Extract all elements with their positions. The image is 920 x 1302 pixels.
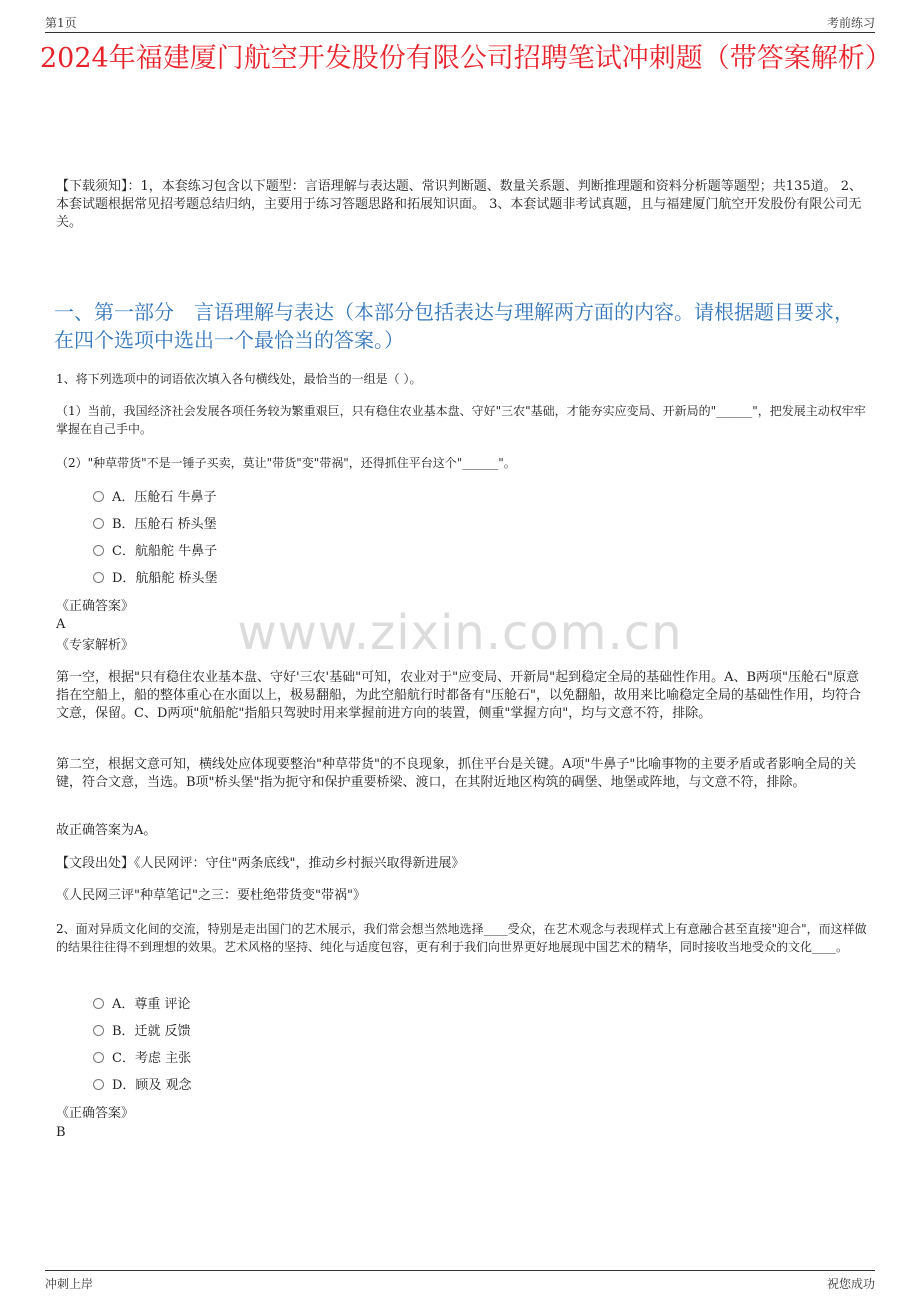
- section-heading: 一、第一部分 言语理解与表达（本部分包括表达与理解两方面的内容。请根据题目要求，在四个选项中选出一个最恰当的答案。）: [54, 300, 854, 352]
- watermark: www.zixin.com.cn: [237, 605, 683, 661]
- question-1-sentence-1: （1）当前，我国经济社会发展各项任务较为繁重艰巨，只有稳住农业基本盘、守好"三农"基础，才能夯实应变局、开新局的"______"，把发展主动权牢牢掌握在自己手中。: [56, 404, 866, 436]
- page-footer: [45, 1270, 875, 1295]
- page-header: [45, 10, 875, 33]
- question-2-option-c[interactable]: C．考虑 主张: [93, 1050, 191, 1068]
- header-category: 考前练习: [826, 16, 875, 30]
- question-2-stem: 2、面对异质文化间的交流，特别是走出国门的艺术展示，我们常会想当然地选择____受众，在艺术观念与表现样式上有意融合甚至直接"迎合"，而这样做的结果往往得不到理想的效果。艺术风格的坚持、纯化与适度包容，更有利于我们向世界更好地展现中国艺术的精华，同时接收当地受众的文化____。: [56, 922, 867, 954]
- radio-icon[interactable]: [93, 491, 104, 502]
- question-1-option-a[interactable]: A．压舱石 牛鼻子: [93, 489, 217, 507]
- question-1-analysis-label: 《专家解析》: [56, 638, 135, 653]
- document-title: 2024年福建厦门航空开发股份有限公司招聘笔试冲刺题（带答案解析）: [40, 43, 892, 74]
- radio-icon[interactable]: [93, 1052, 104, 1063]
- radio-icon[interactable]: [93, 545, 104, 556]
- radio-icon[interactable]: [93, 1025, 104, 1036]
- source-paragraph-1: 【文段出处】《人民网评：守住"两条底线"，推动乡村振兴取得新进展》: [56, 856, 465, 871]
- question-1-answer-label: 《正确答案》: [56, 599, 135, 614]
- question-2-option-d[interactable]: D．顾及 观念: [93, 1077, 192, 1095]
- question-2-option-b[interactable]: B．迁就 反馈: [93, 1023, 191, 1041]
- source-paragraph-2: 《人民网三评"种草笔记"之三：要杜绝带货变"带祸"》: [56, 888, 366, 903]
- analysis-paragraph-1: 第一空，根据"只有稳住农业基本盘、守好'三农'基础"可知，农业对于"应变局、开新局"起到稳定全局的基础性作用。A、B两项"压舱石"原意指在空船上，船的整体重心在水面以上，极易翻船，为此空船航行时都备有"压舱石"，以免翻船，故用来比喻稳定全局的基础性作用，均符合文意，保留。C、D两项"航船舵"指船只驾驶时用来掌握前进方向的装置，侧重"掌握方向"，均与文意不符，排除。: [56, 670, 861, 721]
- download-notice: 【下载须知】：1，本套练习包含以下题型：言语理解与表达题、常识判断题、数量关系题、判断推理题和资料分析题等题型；共135道。 2、本套试题根据常见招考题总结归纳，主要用于练习答题思路和拓展知识面。 3、本套试题非考试真题，且与福建厦门航空开发股份有限公司无关。: [56, 179, 862, 230]
- question-1-option-c[interactable]: C．航船舵 牛鼻子: [93, 543, 217, 561]
- question-1-answer: A: [56, 617, 66, 632]
- question-1-option-d[interactable]: D．航船舵 桥头堡: [93, 570, 218, 588]
- radio-icon[interactable]: [93, 518, 104, 529]
- footer-right-text: 祝您成功: [826, 1277, 875, 1291]
- analysis-conclusion: 故正确答案为A。: [56, 823, 157, 838]
- footer-left-text: 冲刺上岸: [45, 1277, 94, 1291]
- question-2-answer-label: 《正确答案》: [56, 1106, 135, 1121]
- analysis-paragraph-2: 第二空，根据文意可知，横线处应体现要整治"种草带货"的不良现象，抓住平台是关键。A项"牛鼻子"比喻事物的主要矛盾或者影响全局的关键，符合文意，当选。B项"桥头堡"指为扼守和保护重要桥梁、渡口，在其附近地区构筑的碉堡、地堡或阵地，与文意不符，排除。: [56, 757, 857, 790]
- radio-icon[interactable]: [93, 998, 104, 1009]
- question-2-answer: B: [56, 1125, 66, 1140]
- question-1-option-b[interactable]: B．压舱石 桥头堡: [93, 516, 217, 534]
- page-number: 第1页: [45, 16, 77, 30]
- question-2-option-a[interactable]: A．尊重 评论: [93, 996, 191, 1014]
- radio-icon[interactable]: [93, 1079, 104, 1090]
- radio-icon[interactable]: [93, 572, 104, 583]
- question-1-sentence-2: （2）"种草带货"不是一锤子买卖，莫让"带货"变"带祸"，还得抓住平台这个"______"。: [56, 456, 516, 470]
- question-1-stem: 1、将下列选项中的词语依次填入各句横线处，最恰当的一组是（ ）。: [56, 372, 422, 386]
